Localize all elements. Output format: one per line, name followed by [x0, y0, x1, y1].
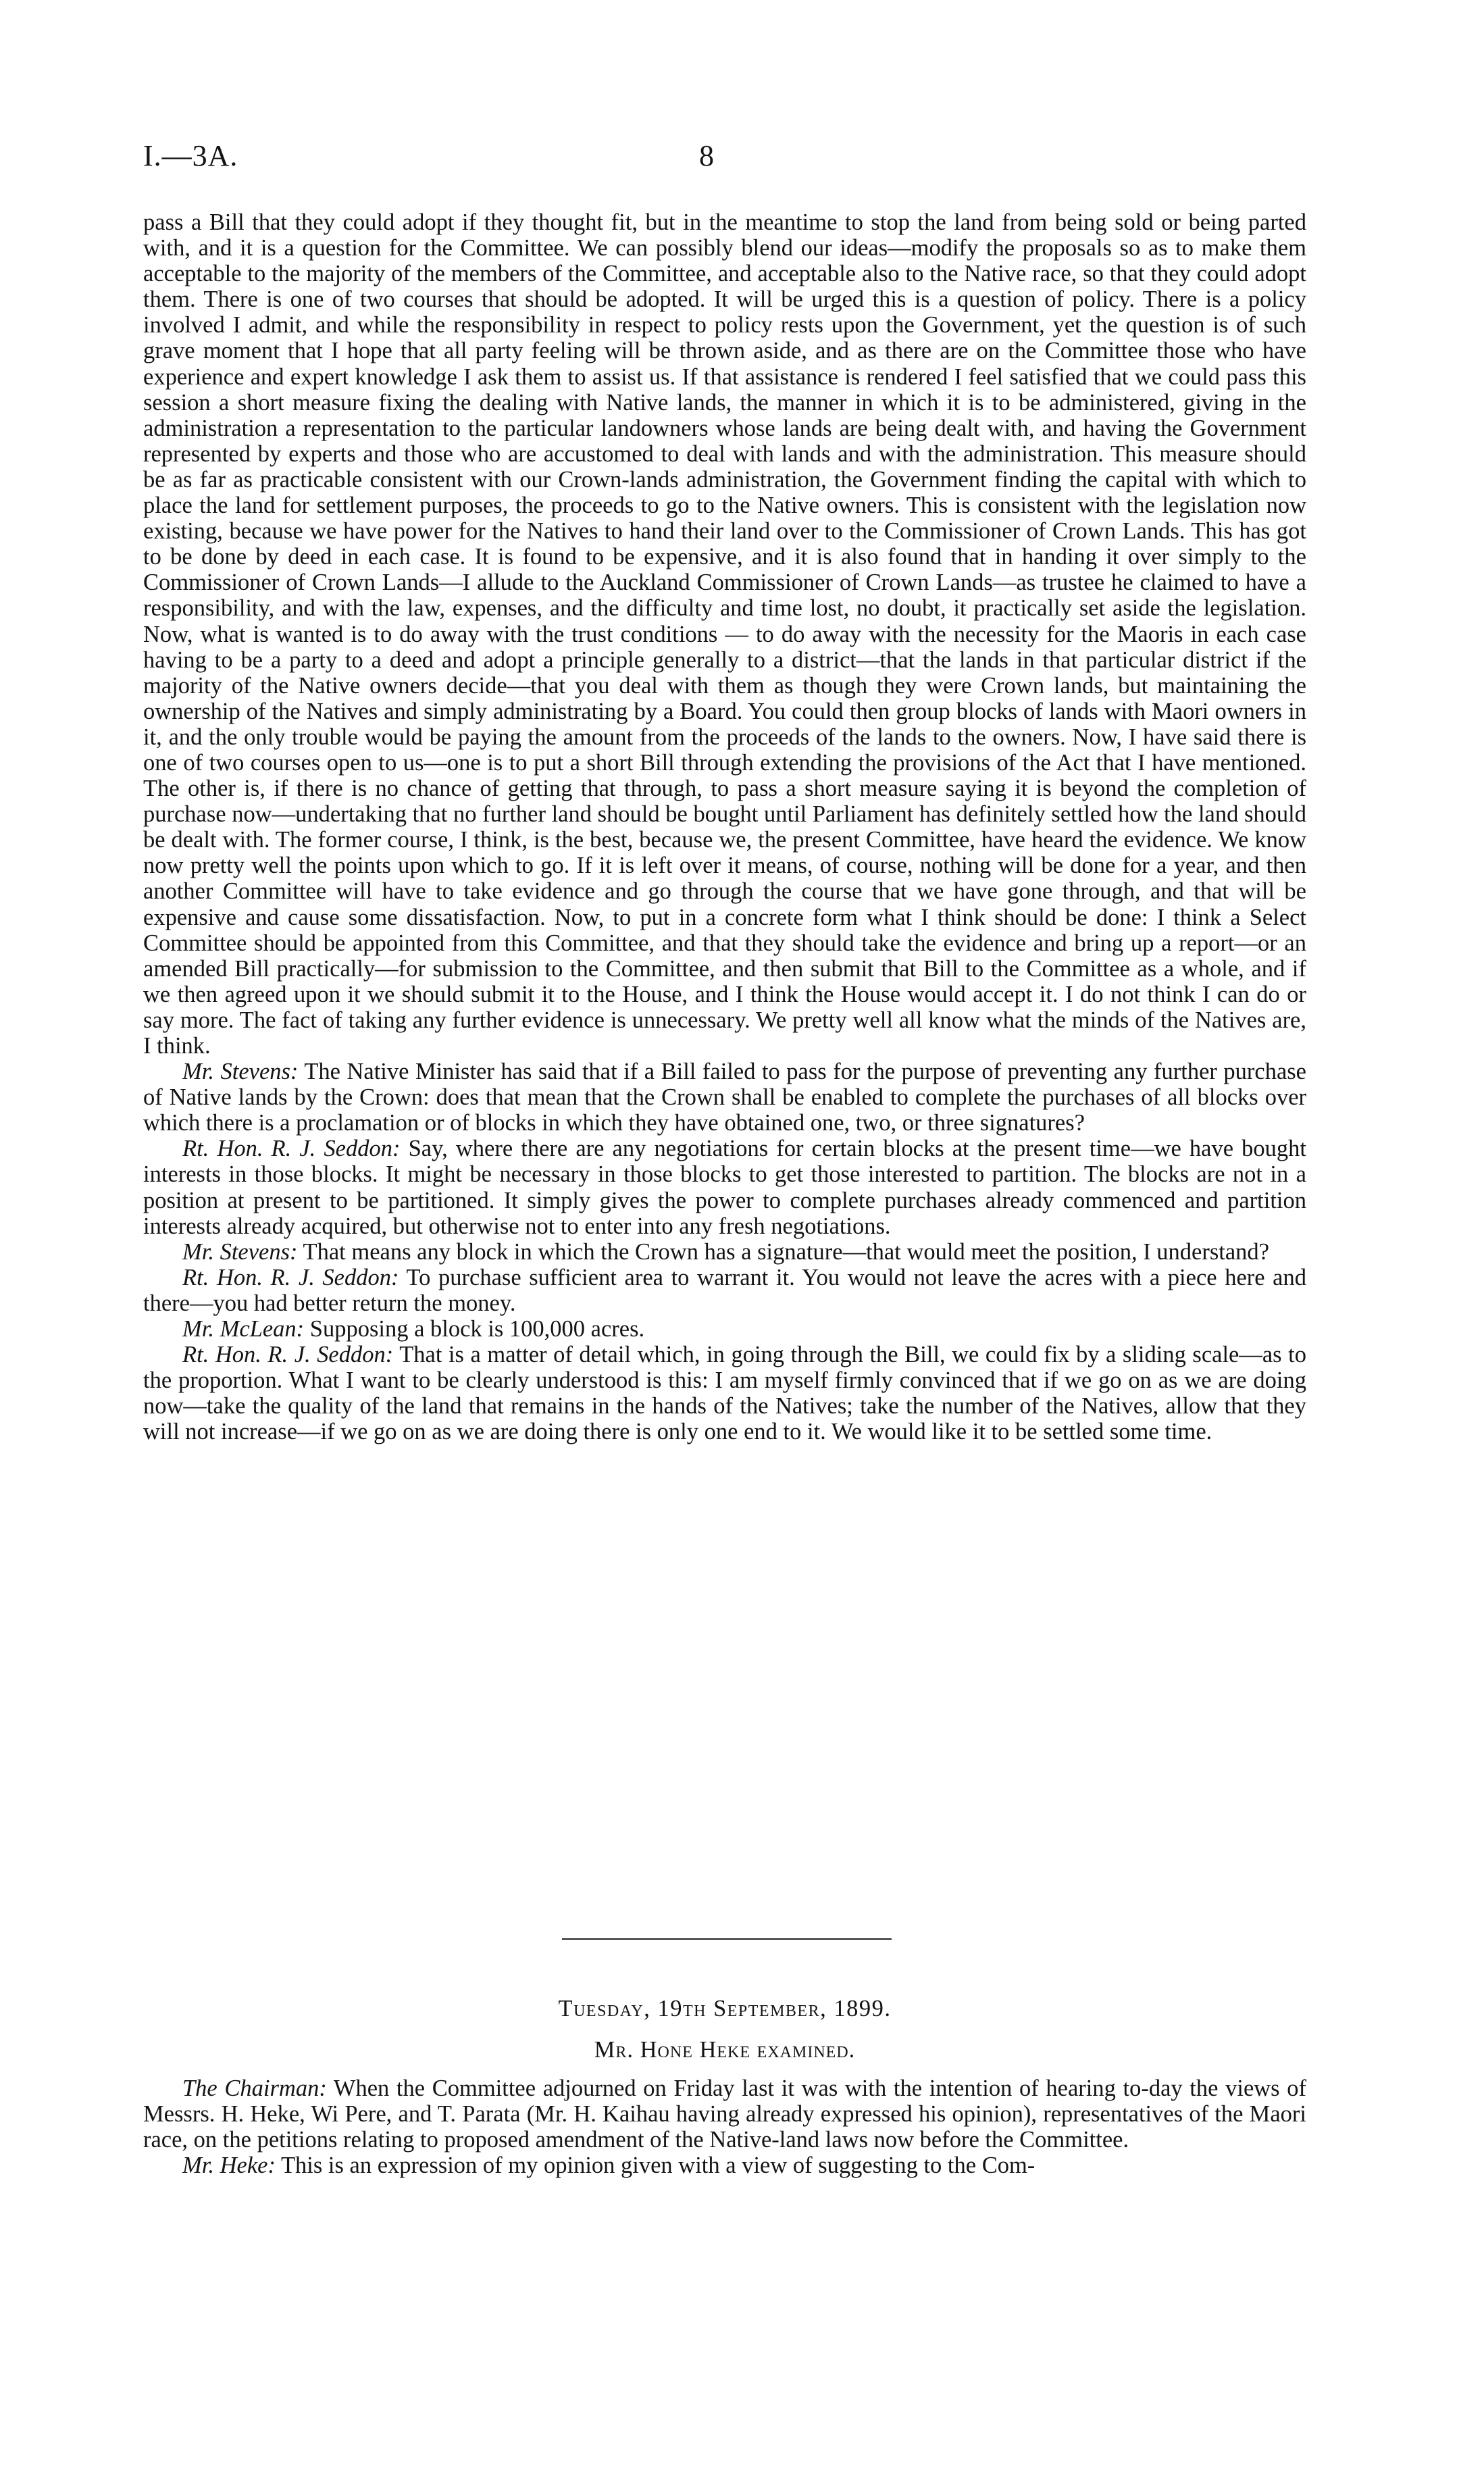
- speech-text: This is an expression of my opinion given with a view of suggesting to the Com-: [280, 2153, 1035, 2179]
- opening-paragraph: pass a Bill that they could adopt if they thought fit, but in the meantime to stop the land from being sold or being parted with, and it is a question for the Committee. We can possibly blend our ideas—modify the proposals so as to make them acceptable to the majority of the members of the Committee, and acceptable also to the Native race, so that they could adopt them. There is one of two courses that should be adopted. It will be urged this is a question of policy. There is a policy involved I admit, and while the responsibility in respect to policy rests upon the Government, yet the question is of such grave moment that I hope that all party feeling will be thrown aside, and as there are on the Committee those who have experience and expert knowledge I ask them to assist us. If that assistance is rendered I feel satisfied that we could pass this session a short measure fixing the dealing with Native lands, the manner in which it is to be administered, giving in the administration a representation to the particular landowners whose lands are being dealt with, and having the Government represented by experts and those who are accustomed to deal with lands and with the administration. This measure should be as far as practicable consistent with our Crown-lands administration, the Government finding the capital with which to place the land for settlement purposes, the proceeds to go to the Native owners. This is consistent with the legislation now existing, because we have power for the Natives to hand their land over to the Commissioner of Crown Lands. This has got to be done by deed in each case. It is found to be expensive, and it is also found that in handing it over simply to the Commissioner of Crown Lands—I allude to the Auckland Commissioner of Crown Lands—as trustee he claimed to have a responsibility, and with the law, expenses, and the difficulty and time lost, no doubt, it practically set aside the legislation. Now, what is wanted is to do away with the trust conditions — to do away with the necessity for the Maoris in each case having to be a party to a deed and adopt a principle generally to a district—that the lands in that particular district if the majority of the Native owners decide—that you deal with them as though they were Crown lands, but maintaining the ownership of the Natives and simply administrating by a Board. You could then group blocks of lands with Maori owners in it, and the only trouble would be paying the amount from the proceeds of the lands to the owners. Now, I have said there is one of two courses open to us—one is to put a short Bill through extending the provisions of the Act that I have mentioned. The other is, if there is no chance of getting that through, to pass a short measure saying it is beyond the completion of purchase now—undertaking that no further land should be bought until Parliament has definitely settled how the land should be dealt with. The former course, I think, is the best, because we, the present Committee, have heard the evidence. We know now pretty well the points upon which to go. If it is left over it means, of course, nothing will be done for a year, and then another Committee will have to take evidence and go through the course that we have gone through, and that will be expensive and cause some dissatisfaction. Now, to put in a concrete form what I think should be done: I think a Select Committee should be appointed from this Committee, and that they should take the evidence and bring up a report—or an amended Bill practically—for submission to the Committee, and then submit that Bill to the Committee as a whole, and if we then agreed upon it we should submit it to the House, and I think the House would accept it. I do not think I can do or say more. The fact of taking any further evidence is unnecessary. We pretty well all know what the minds of the Natives are, I think.: [143, 209, 1306, 1059]
- speaker-name: Mr. Stevens:: [182, 1059, 299, 1085]
- exchange-paragraph: [143, 1239, 1306, 1265]
- page-number: 8: [699, 139, 715, 172]
- speech-text: Say, where there are any negotiations for certain blocks at the present time—we have bought interests in those blocks. It might be necessary in those blocks to get those interested to partition. The blocks are not in a position at present to be partitioned. It simply gives the power to complete purchases already commenced and partition interests already acquired, but otherwise not to enter into any fresh negotiations.: [143, 1136, 1307, 1239]
- speech-text: That is a matter of detail which, in going through the Bill, we could fix by a sliding scale—as to the proportion. What I want to be clearly understood is this: I am myself firmly convinced that if we go on as we are doing now—take the quality of the land that remains in the hands of the Natives; take the number of the Natives, allow that they will not increase—if we go on as we are doing there is only one end to it. We would like it to be settled some time.: [143, 1342, 1306, 1445]
- speech-text: When the Committee adjourned on Friday last it was with the intention of hearing to-day the views of Messrs. H. Heke, Wi Pere, and T. Parata (Mr. H. Kaihau having already expressed his opinion), representatives of the Maori race, on the petitions relating to proposed amendment of the Native-land laws now before the Committee.: [143, 2075, 1306, 2153]
- exchange-paragraph: [143, 1136, 1306, 1238]
- speaker-name: Rt. Hon. R. J. Seddon:: [182, 1264, 399, 1290]
- exchange-paragraph: [143, 1342, 1306, 1444]
- document-reference: I.—3A.: [143, 139, 238, 172]
- session-date-heading: Tuesday, 19th September, 1899.: [558, 1996, 892, 2021]
- speaker-name: Rt. Hon. R. J. Seddon:: [182, 1342, 394, 1368]
- exchange-paragraph: [143, 1265, 1306, 1316]
- session-transcript: [143, 2075, 1306, 2178]
- witness-heading: Mr. Hone Heke examined.: [594, 2037, 856, 2063]
- speech-text: Supposing a block is 100,000 acres.: [309, 1316, 645, 1342]
- speaker-name: Mr. McLean:: [182, 1316, 305, 1342]
- speaker-name: The Chairman:: [182, 2075, 327, 2101]
- exchange-paragraph: [143, 2153, 1306, 2178]
- speaker-name: Mr. Stevens:: [182, 1238, 298, 1265]
- exchange-paragraph: [143, 1059, 1306, 1136]
- speaker-name: Rt. Hon. R. J. Seddon:: [182, 1136, 401, 1162]
- evidence-transcript: [143, 209, 1306, 1445]
- speech-text: That means any block in which the Crown has a signature—that would meet the position, I understand?: [303, 1238, 1269, 1265]
- exchange-paragraph: [143, 1316, 1306, 1342]
- section-divider: [562, 1938, 892, 1940]
- speaker-name: Mr. Heke:: [182, 2153, 276, 2179]
- speech-text: The Native Minister has said that if a Bill failed to pass for the purpose of preventing any further purchase of Native lands by the Crown: does that mean that the Crown shall be enabled to complete the purchases of all blocks over which there is a proclamation or of blocks in which they have obtained one, two, or three signatures?: [143, 1059, 1306, 1136]
- exchange-paragraph: [143, 2075, 1306, 2153]
- speech-text: To purchase sufficient area to warrant it. You would not leave the acres with a piece here and there—you had better return the money.: [143, 1264, 1306, 1316]
